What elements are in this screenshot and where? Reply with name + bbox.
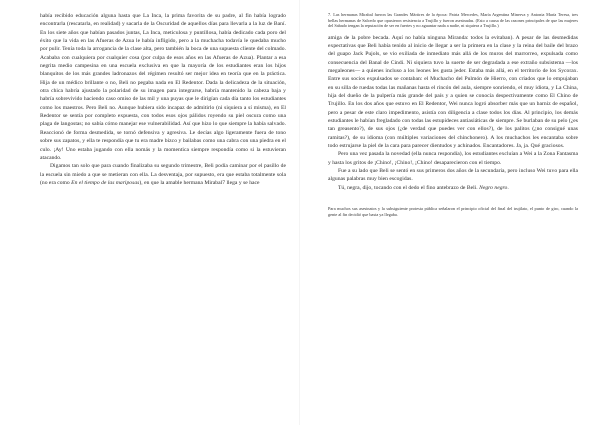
footnote-number: 7. (328, 12, 332, 17)
text-run: llega y se hace (225, 179, 260, 186)
text-run: Pero una vez pasada la novedad (ella nunca respondía), los estudiantes excluían a Wei a la Zona Fantasma y hasta los gritos de ¡Chino!, ¡Chino!, ¡Chino! desaparecieron con el tiempo. (328, 151, 578, 166)
right-page (300, 0, 600, 425)
paragraph (328, 34, 578, 151)
paragraph (328, 150, 578, 167)
text-run: ), en que la amable hermana Mirabal (139, 179, 223, 186)
left-body-text (40, 12, 286, 187)
text-run: Digamos tan solo que para cuando finalizaba su segundo trimestre, Beli podía caminar por el pasillo de la escuela sin miedo a que se metieran con ella. La desventaja, por supuesto, era que estaba totalmente sola (no era como (40, 163, 286, 186)
italic-text: En el tiempo de las mariposas (71, 179, 140, 186)
footnote-continuation: Para muchos sus asesinatos y la subsiguiente protesta pública señalaron el principio oficial del final del trujilato, el punto de giro, cuando la gente al fin decidió que basta ya llegaba. (328, 206, 578, 217)
text-run: . (507, 184, 509, 191)
text-run: Tú, negra, dijo, tocando con el dedo el fino antebrazo de Beli. (338, 184, 480, 191)
text-run: 7 (222, 179, 226, 186)
right-body-text (328, 34, 578, 193)
footnote (328, 12, 578, 29)
text-run: amiga de la pobre becada. Aquí no había ninguna Miranda: todos la evitaban). A pesar de las desmedidas expectativas que Beli había tenido al inicio de llegar a ser la primera en la clase y la reina del baile del brazo del guapo Jack Pujols, se vio exiliada de inmediato más allá de los muros del marrorreo, expulsada como consecuencia del Banal de Cindi. Ni siquiera tuvo la suerte de ser degradada a ese extraño subsistema —los megaleones— a quienes incluso a los leones les gusta jeder. Estaba más allá, en el territorio de los Sycorax. Entre sus socios expulsados se contaban: el Muchacho del Pulmón de Hierro, con criados que lo empujaban en su silla de ruedas todas las mañanas hasta el rincón del aula, siempre sonriendo, el muy idiota, y La China, hija del dueño de la pulpería más grande del país y a quien se conocía despectivamente como El Chino de Trujillo. En los dos años que estuvo en El Redentor, Wei nunca logró absorber más que un barniz de español, pero a pesar de este claro impedimento, asistía con diligencia a clase todos los días. Al principio, los demás estudiantes le habían fregladado con todas las estupideces antiasiáticas de siempre. Se burlaban de su pelo (¿es tan greasento?), de sus ojos (¿de verdad que puedes ver con ellos?), de los palitos (¿no consigué unas ramitas?), de su idioma (con múltiples variaciones del chinchonero). A los muchachos les encantaba sobre todo estrujarse la piel de la cara para parecer dientudos y achinados. Encantadores. Ja, ja. Qué graciosos. (328, 34, 578, 149)
paragraph (40, 162, 286, 187)
paragraph (328, 167, 578, 184)
italic-text: Negro negro (479, 184, 508, 191)
text-run: Fue a su lado que Beli se sentó en sus primeros dos años de la secundaria, pero incluso Wei tuvo para ella algunas palabras muy bien escogidas. (328, 168, 578, 183)
paragraph (328, 184, 578, 192)
footnote-text: Las hermanas Mirabal fueron las Grandes Mártires de la época: Patria Mercedes, María Argentina Minerva y Antonia María Teresa, tres bellas hermanas de Salcedo que opusieron resistencia a Trujillo y fueron asesinadas. (Esto a causa de las razones principales de que las mujeres del Sabado tengan la reputación de ser en fuertes y no aguantar nada a nadie, ni siquiera a Trujillo.) (328, 12, 578, 28)
text-run: había recibido educación alguna hasta que La Inca, la prima favorita de su padre, al fin había logrado encontrarla (rescatarla, en realidad) y sacarla de la Oscuridad de aquellos días para llevarla a la luz de Baní. En los siete años que habían pasados juntas, La Inca, meticulosa y puntillosa, había dedicado cada poro del éxito que la vida en las Afueras de Azua le había infligido, pero a la muchacha todavía le quedaba mucho por pulir. Tenía toda la arrogancia de la clase alta, pero también la boca de una supuesta cliente del colmado. Acababa con cualquiera por cualquier cosa (por culpa de esos años en las Afueras de Azua). Plantar a esa negrita medio campesina en una escuela exclusiva en que la mayoría de los estudiantes eran los hijos blanquitos de los más grandes ladronazos del régimen resultó ser mejor idea en teoría que en la práctica. Hija de un médico brillante o no, Beli no pegaba nada en El Redentor. Dada la delicadeza de la situación, otra chica habría ajustado la polaridad de su imagen para integrarse, habría mantenido la cabeza baja y habría sobrevivido haciendo caso omiso de las mil y una puyas que le dirigían cada día tanto los estudiantes como los maestros. Pero Beli no. Aunque hubiera sido incapaz de admitirlo (ni siquiera a sí misma), en El Redentor se sentía por completo expuesta, con todos esos ojos pálidos royendo su piel oscura como una plaga de langostas; no sabía cómo manejar ese vulnerabilidad. Así que hizo lo que siempre la había salvado. Reaccionó de forma desmedida, se tornó defensiva y agresiva. Le decías algo ligeramente fuera de tono sobre sus zapatos, y ella te respondía que tu era madre bizco y bailabas como una cabra con una piedra en el culo. ¡Ay! Uno estaba jugando con ella nomás y la momentica siempre respondía como si la estuvieran atacando. (40, 13, 286, 161)
paragraph (40, 12, 286, 162)
